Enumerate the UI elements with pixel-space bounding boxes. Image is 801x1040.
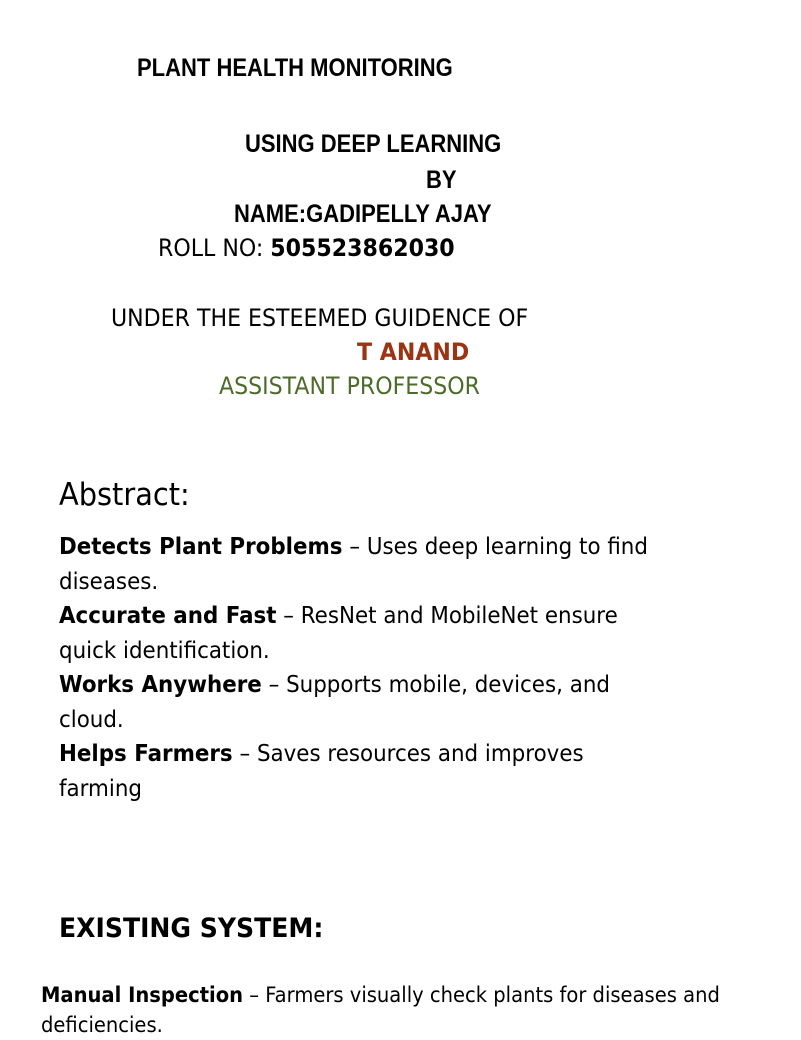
abstract-item — [59, 737, 636, 806]
existing-item-title: Manual Inspection — [41, 983, 244, 1007]
abstract-item-title: Detects Plant Problems — [59, 534, 343, 560]
abstract-item-title: Works Anywhere — [59, 672, 262, 698]
abstract-item — [59, 530, 673, 599]
abstract-item-text: – Uses deep learning to find diseases. — [59, 534, 648, 595]
title-line-1: PLANT HEALTH MONITORING — [137, 54, 453, 82]
guide-name: T ANAND — [357, 338, 470, 366]
title-by: BY — [426, 166, 457, 194]
abstract-item — [59, 599, 673, 668]
roll-label: ROLL NO: — [158, 234, 271, 262]
author-name: NAME:GADIPELLY AJAY — [234, 200, 492, 228]
title-line-2: USING DEEP LEARNING — [245, 130, 502, 158]
guidance-intro: UNDER THE ESTEEMED GUIDENCE OF — [111, 304, 529, 332]
abstract-item — [59, 668, 673, 737]
abstract-item-title: Helps Farmers — [59, 741, 233, 767]
abstract-item-text: – Supports mobile, devices, and cloud. — [59, 672, 610, 733]
abstract-item-text: – Saves resources and improves farming — [59, 741, 584, 802]
roll-number: 505523862030 — [270, 234, 455, 262]
existing-system-list — [41, 980, 801, 1040]
abstract-list — [59, 530, 699, 806]
abstract-item-text: – ResNet and MobileNet ensure quick identification. — [59, 603, 618, 664]
existing-system-heading: EXISTING SYSTEM: — [59, 913, 324, 944]
abstract-heading: Abstract: — [59, 477, 190, 513]
roll-number-line — [158, 234, 455, 262]
abstract-item-title: Accurate and Fast — [59, 603, 277, 629]
existing-system-item — [41, 980, 766, 1040]
existing-item-text: – Farmers visually check plants for diseases and deficiencies. — [41, 983, 720, 1037]
guide-designation: ASSISTANT PROFESSOR — [219, 372, 481, 400]
